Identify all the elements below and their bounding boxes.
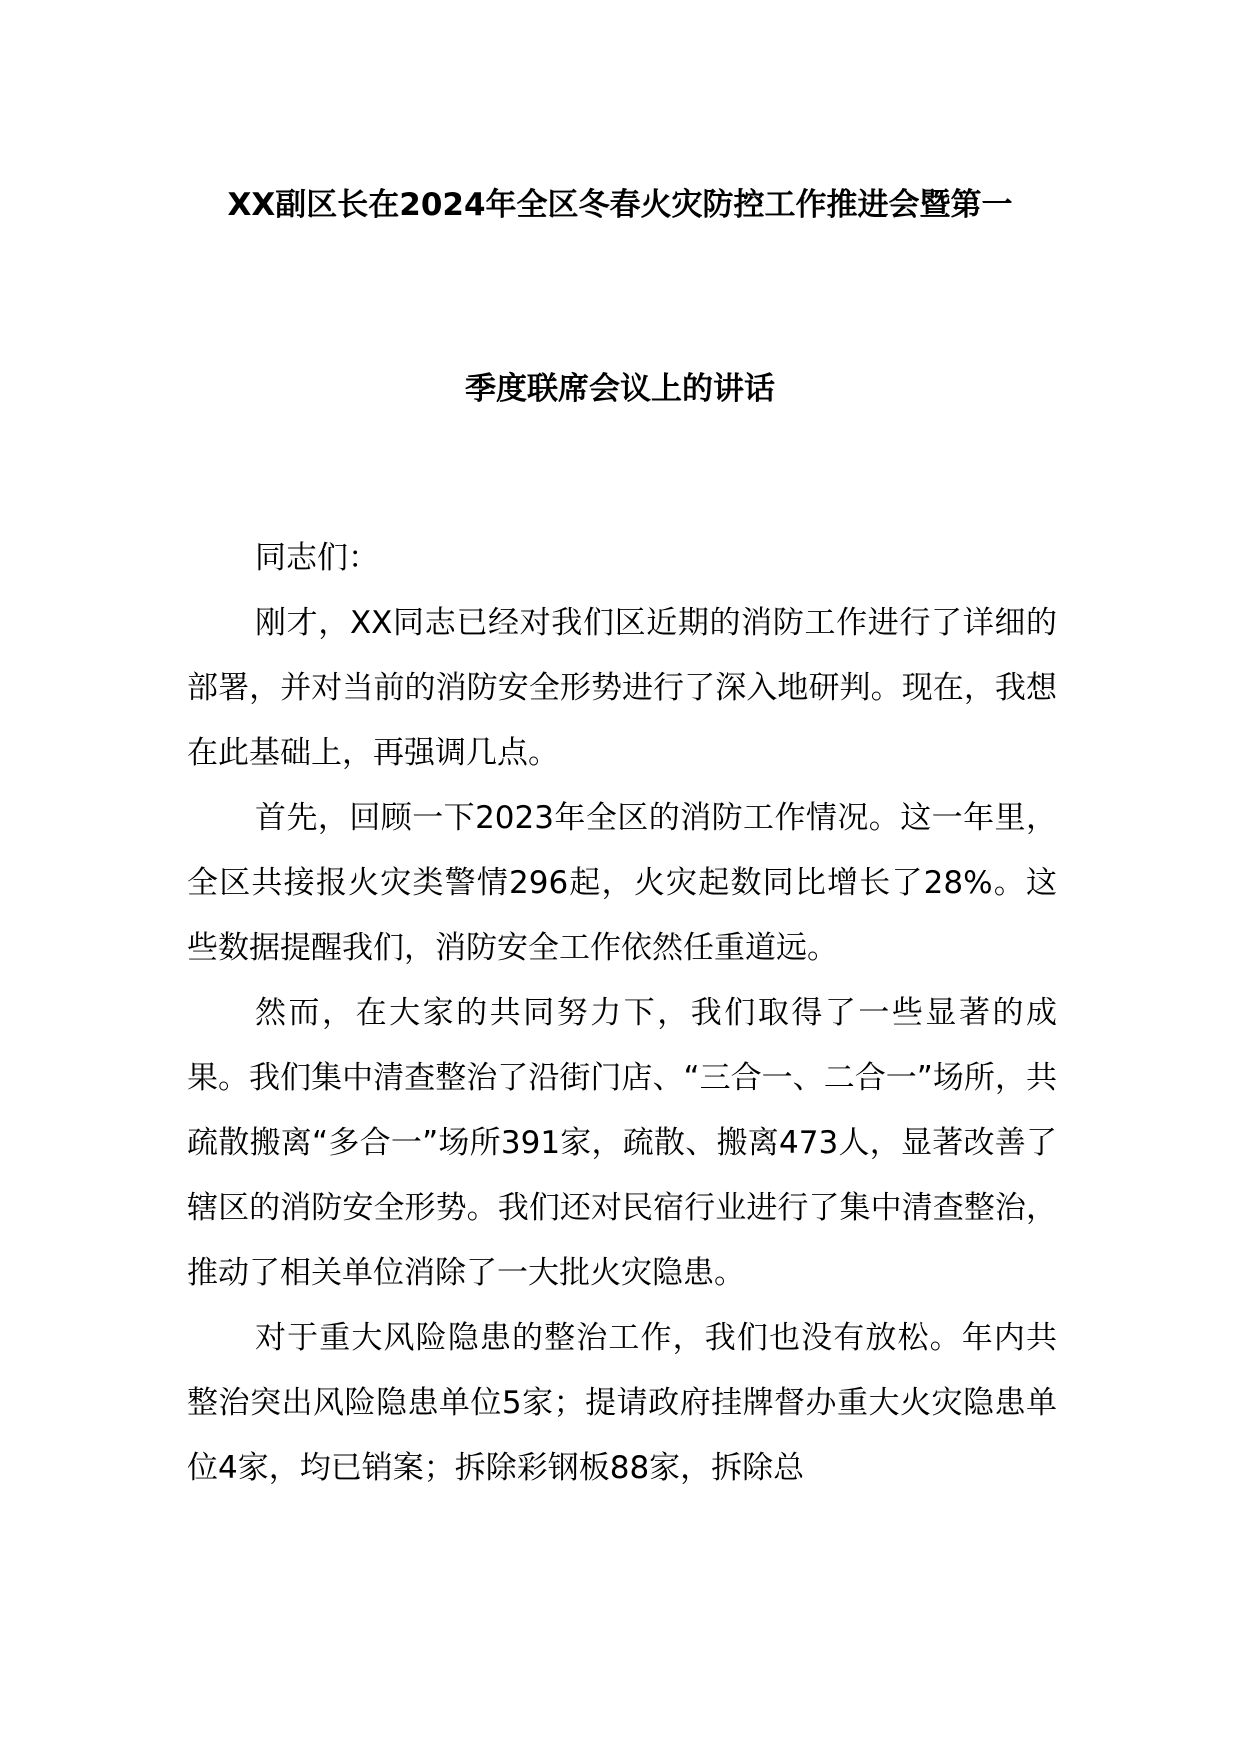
paragraph-1: 刚才，XX同志已经对我们区近期的消防工作进行了详细的部署，并对当前的消防安全形势进行了深入地研判。现在，我想在此基础上，再强调几点。	[187, 605, 1057, 771]
document-title-line-2: 季度联席会议上的讲话	[465, 371, 775, 407]
document-title-line-1: XX副区长在2024年全区冬春火灾防控工作推进会暨第一	[227, 187, 1013, 223]
paragraph-2: 首先，回顾一下2023年全区的消防工作情况。这一年里，全区共接报火灾类警情296起，火灾起数同比增长了28%。这些数据提醒我们，消防安全工作依然任重道远。	[187, 800, 1057, 966]
paragraph-3: 然而，在大家的共同努力下，我们取得了一些显著的成果。我们集中清查整治了沿街门店、“三合一、二合一”场所，共疏散搬离“多合一”场所391家，疏散、搬离473人，显著改善了辖区的消防安全形势。我们还对民宿行业进行了集中清查整治，推动了相关单位消除了一大批火灾隐患。	[187, 995, 1057, 1291]
document-body	[187, 526, 1057, 1501]
paragraph-4: 对于重大风险隐患的整治工作，我们也没有放松。年内共整治突出风险隐患单位5家；提请政府挂牌督办重大火灾隐患单位4家，均已销案；拆除彩钢板88家，拆除总	[187, 1320, 1057, 1486]
salutation: 同志们：	[255, 540, 379, 576]
